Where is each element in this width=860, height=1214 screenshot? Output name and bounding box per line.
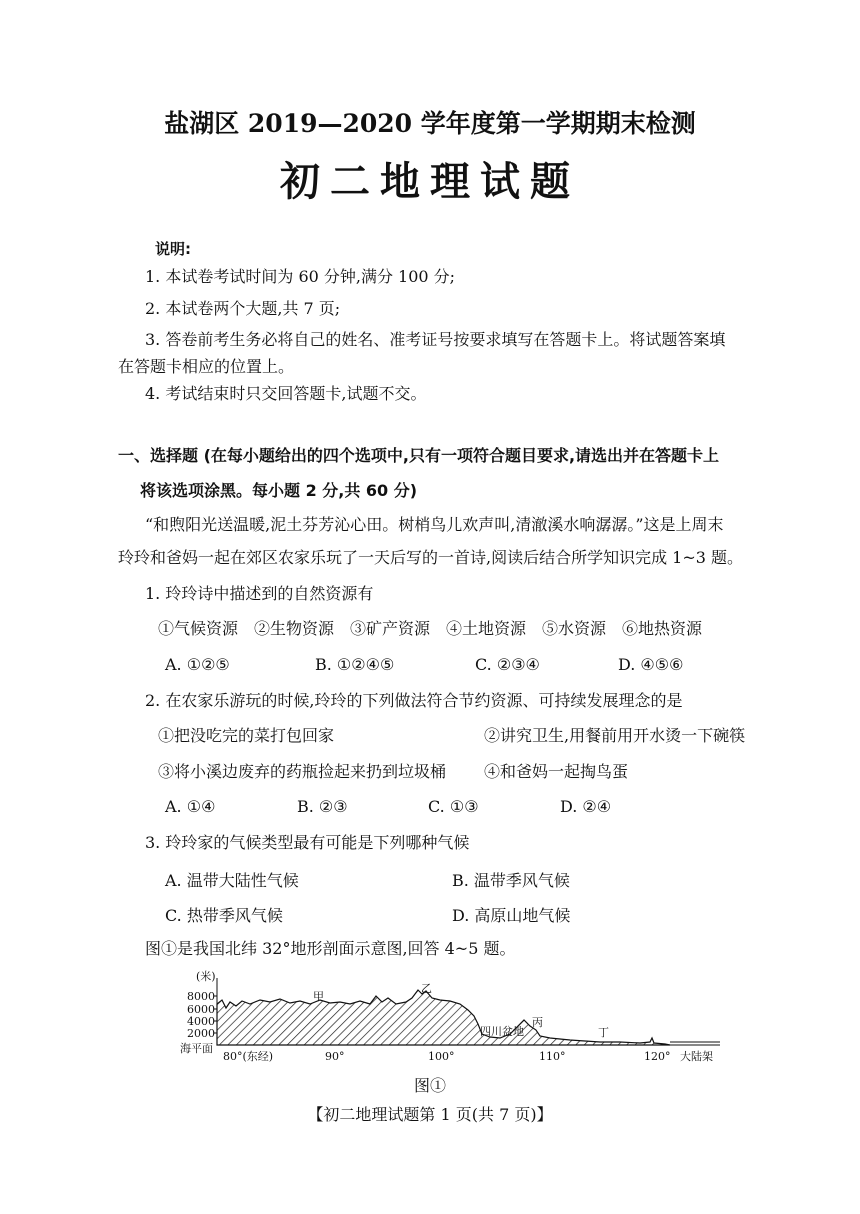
label-bing: 丙 <box>532 1016 543 1029</box>
instruction-item: 1. 本试卷考试时间为 60 分钟,满分 100 分; <box>145 267 456 286</box>
x-tick-label: 80°(东经) <box>223 1050 274 1063</box>
label-ding: 丁 <box>598 1026 609 1039</box>
x-tick-label: 90° <box>325 1050 345 1063</box>
poem-intro: “和煦阳光送温暖,泥土芬芳沁心田。树梢鸟儿欢声叫,清澈溪水响潺潺。”这是上周末 <box>145 515 724 534</box>
question-1-items: ①气候资源 ②生物资源 ③矿产资源 ④土地资源 ⑤水资源 ⑥地热资源 <box>158 619 703 638</box>
question-2-option-b[interactable]: B. ②③ <box>297 797 348 816</box>
label-sichuan-basin: 四川盆地 <box>480 1025 524 1038</box>
section1-heading: 一、选择题 (在每小题给出的四个选项中,只有一项符合题目要求,请选出并在答题卡上 <box>118 446 720 465</box>
instructions-heading: 说明: <box>155 240 191 258</box>
y-tick-label: 6000 <box>187 1003 215 1016</box>
figure-caption: 图① <box>413 1076 446 1095</box>
figure-intro: 图①是我国北纬 32°地形剖面示意图,回答 4~5 题。 <box>145 939 516 958</box>
question-3-option-a[interactable]: A. 温带大陆性气候 <box>165 871 299 890</box>
question-3-option-b[interactable]: B. 温带季风气候 <box>452 871 570 890</box>
section1-heading-cont: 将该选项涂黑。每小题 2 分,共 60 分) <box>140 481 418 500</box>
question-1-option-c[interactable]: C. ②③④ <box>475 655 540 674</box>
question-2-item: ②讲究卫生,用餐前用开水烫一下碗筷 <box>484 726 746 745</box>
question-1-stem: 1. 玲玲诗中描述到的自然资源有 <box>145 584 374 603</box>
x-tick-label: 110° <box>539 1050 566 1063</box>
question-2-option-a[interactable]: A. ①④ <box>165 797 216 816</box>
label-continental-shelf: 大陆架 <box>680 1050 713 1063</box>
question-2-stem: 2. 在农家乐游玩的时候,玲玲的下列做法符合节约资源、可持续发展理念的是 <box>145 691 683 710</box>
y-unit-label: (米) <box>196 970 216 983</box>
question-2-option-c[interactable]: C. ①③ <box>428 797 479 816</box>
instruction-item: 2. 本试卷两个大题,共 7 页; <box>145 299 341 318</box>
question-3-option-d[interactable]: D. 高原山地气候 <box>452 906 571 925</box>
question-1-option-a[interactable]: A. ①②⑤ <box>165 655 230 674</box>
label-jia: 甲 <box>313 990 324 1003</box>
question-2-item: ①把没吃完的菜打包回家 <box>158 726 335 745</box>
y-tick-label: 2000 <box>187 1027 215 1040</box>
poem-intro-cont: 玲玲和爸妈一起在郊区农家乐玩了一天后写的一首诗,阅读后结合所学知识完成 1~3 题。 <box>118 548 744 567</box>
x-tick-label: 120° <box>644 1050 671 1063</box>
question-1-option-b[interactable]: B. ①②④⑤ <box>315 655 395 674</box>
exam-title-line1: 盐湖区 2019—2020 学年度第一学期期末检测 <box>164 109 696 138</box>
question-1-option-d[interactable]: D. ④⑤⑥ <box>618 655 684 674</box>
label-yi: 乙 <box>421 982 432 995</box>
page-footer: 【初二地理试题第 1 页(共 7 页)】 <box>307 1105 553 1124</box>
question-3-stem: 3. 玲玲家的气候类型最有可能是下列哪种气候 <box>145 833 470 852</box>
question-2-item: ④和爸妈一起掏鸟蛋 <box>484 762 629 781</box>
instruction-item: 3. 答卷前考生务必将自己的姓名、准考证号按要求填写在答题卡上。将试题答案填 <box>145 330 726 349</box>
question-2-option-d[interactable]: D. ②④ <box>560 797 612 816</box>
question-3-option-c[interactable]: C. 热带季风气候 <box>165 906 283 925</box>
terrain-profile-figure <box>160 968 740 1072</box>
exam-title-line2: 初二地理试题 <box>280 158 580 205</box>
sea-level-label: 海平面 <box>180 1042 213 1055</box>
terrain-profile-svg <box>160 968 740 1068</box>
y-tick-label: 4000 <box>187 1015 215 1028</box>
question-2-item: ③将小溪边废弃的药瓶捡起来扔到垃圾桶 <box>158 762 447 781</box>
instruction-item: 在答题卡相应的位置上。 <box>118 357 295 376</box>
y-tick-label: 8000 <box>187 990 215 1003</box>
instruction-item: 4. 考试结束时只交回答题卡,试题不交。 <box>145 384 427 403</box>
x-tick-label: 100° <box>428 1050 455 1063</box>
